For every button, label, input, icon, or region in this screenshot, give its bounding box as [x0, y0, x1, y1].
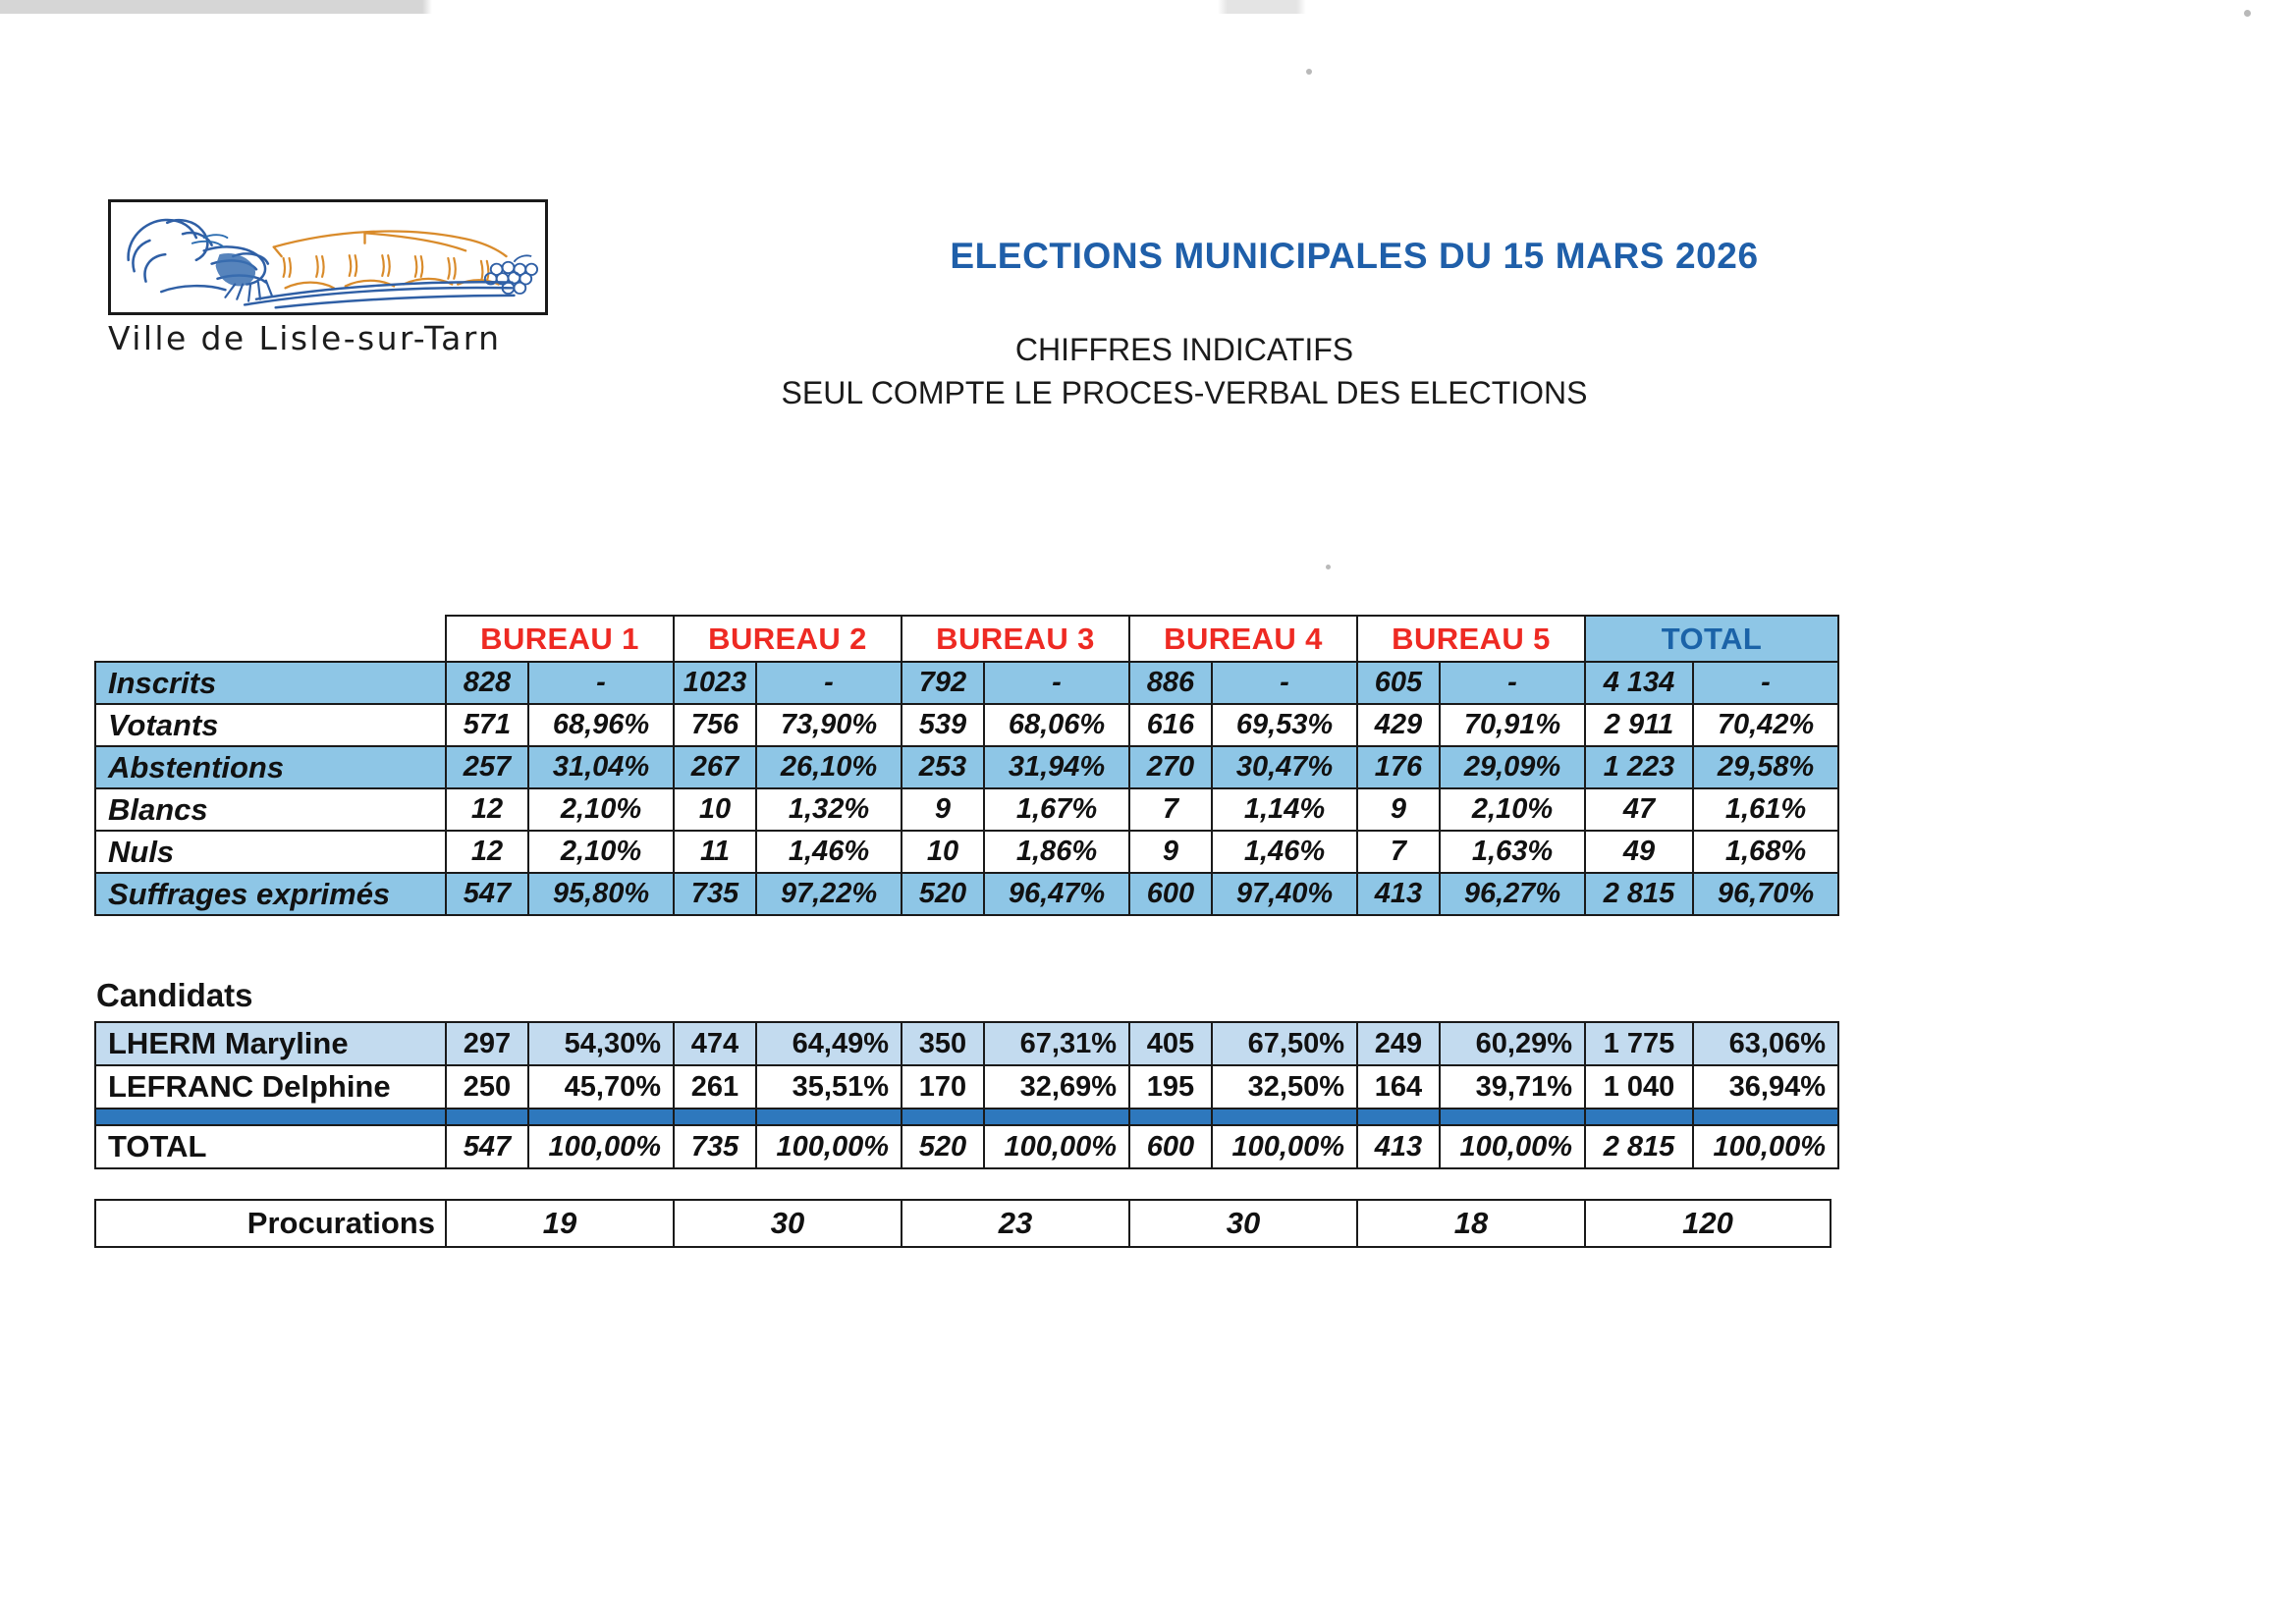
row-label-suffrages-exprimes: Suffrages exprimés	[95, 873, 446, 915]
cell-candtotal-total-pct: 100,00%	[1693, 1125, 1838, 1168]
cell-votants-b5-pct: 70,91%	[1440, 704, 1585, 746]
cell-lefranc-total-count: 1 040	[1585, 1065, 1693, 1109]
cell-lherm-b1-count: 297	[446, 1022, 528, 1065]
cell-suffrages-total-count: 2 815	[1585, 873, 1693, 915]
cell-votants-b2-pct: 73,90%	[756, 704, 902, 746]
cell-candtotal-b5-pct: 100,00%	[1440, 1125, 1585, 1168]
cell-blancs-total-count: 47	[1585, 788, 1693, 831]
header-spacer	[95, 616, 446, 662]
cell-abstentions-b3-pct: 31,94%	[984, 746, 1129, 788]
cell-lefranc-b4-count: 195	[1129, 1065, 1212, 1109]
cell-lefranc-b2-count: 261	[674, 1065, 756, 1109]
column-header-bureau-4: BUREAU 4	[1129, 616, 1357, 662]
cell-abstentions-total-count: 1 223	[1585, 746, 1693, 788]
row-label-candidate-lefranc: LEFRANC Delphine	[95, 1065, 446, 1109]
cell-inscrits-b2-count: 1023	[674, 662, 756, 704]
cell-votants-b2-count: 756	[674, 704, 756, 746]
table-row	[95, 1200, 1831, 1247]
row-label-inscrits: Inscrits	[95, 662, 446, 704]
separator-cell	[95, 1109, 446, 1125]
cell-nuls-total-count: 49	[1585, 831, 1693, 873]
cell-inscrits-b5-count: 605	[1357, 662, 1440, 704]
participation-table	[94, 615, 1839, 916]
candidates-table	[94, 1021, 1839, 1169]
cell-blancs-total-pct: 1,61%	[1693, 788, 1838, 831]
table-row	[95, 873, 1838, 915]
row-label-candidates-total: TOTAL	[95, 1125, 446, 1168]
section-label-candidats: Candidats	[96, 977, 253, 1013]
cell-nuls-b4-pct: 1,46%	[1212, 831, 1357, 873]
scan-speck	[1306, 69, 1312, 75]
cell-candtotal-b3-pct: 100,00%	[984, 1125, 1129, 1168]
cell-candtotal-b3-count: 520	[902, 1125, 984, 1168]
cell-lherm-b4-pct: 67,50%	[1212, 1022, 1357, 1065]
cell-suffrages-total-pct: 96,70%	[1693, 873, 1838, 915]
cell-lefranc-b1-count: 250	[446, 1065, 528, 1109]
cell-lefranc-b5-count: 164	[1357, 1065, 1440, 1109]
cell-candtotal-total-count: 2 815	[1585, 1125, 1693, 1168]
cell-procurations-b3: 23	[902, 1200, 1129, 1247]
separator-cell	[902, 1109, 984, 1125]
cell-lefranc-b3-pct: 32,69%	[984, 1065, 1129, 1109]
separator-cell	[756, 1109, 902, 1125]
cell-nuls-b5-pct: 1,63%	[1440, 831, 1585, 873]
cell-nuls-b5-count: 7	[1357, 831, 1440, 873]
cell-blancs-b2-count: 10	[674, 788, 756, 831]
cell-inscrits-b2-pct: -	[756, 662, 902, 704]
cell-lefranc-b3-count: 170	[902, 1065, 984, 1109]
cell-blancs-b5-pct: 2,10%	[1440, 788, 1585, 831]
cell-lherm-b2-pct: 64,49%	[756, 1022, 902, 1065]
cell-blancs-b3-pct: 1,67%	[984, 788, 1129, 831]
separator-cell	[674, 1109, 756, 1125]
cell-votants-total-count: 2 911	[1585, 704, 1693, 746]
cell-abstentions-b4-count: 270	[1129, 746, 1212, 788]
table-header-row	[95, 616, 1838, 662]
cell-blancs-b1-count: 12	[446, 788, 528, 831]
separator-cell	[1129, 1109, 1212, 1125]
cell-suffrages-b5-count: 413	[1357, 873, 1440, 915]
cell-blancs-b4-count: 7	[1129, 788, 1212, 831]
cell-lefranc-total-pct: 36,94%	[1693, 1065, 1838, 1109]
cell-blancs-b1-pct: 2,10%	[528, 788, 674, 831]
cell-suffrages-b3-count: 520	[902, 873, 984, 915]
row-label-votants: Votants	[95, 704, 446, 746]
cell-procurations-b1: 19	[446, 1200, 674, 1247]
separator-cell	[984, 1109, 1129, 1125]
column-header-bureau-3: BUREAU 3	[902, 616, 1129, 662]
cell-inscrits-b5-pct: -	[1440, 662, 1585, 704]
subtitle-official-record: SEUL COMPTE LE PROCES-VERBAL DES ELECTIONS	[781, 375, 1588, 410]
cell-lherm-b3-pct: 67,31%	[984, 1022, 1129, 1065]
cell-suffrages-b5-pct: 96,27%	[1440, 873, 1585, 915]
cell-lefranc-b5-pct: 39,71%	[1440, 1065, 1585, 1109]
table-separator-row	[95, 1109, 1838, 1125]
cell-procurations-b2: 30	[674, 1200, 902, 1247]
cell-lefranc-b2-pct: 35,51%	[756, 1065, 902, 1109]
cell-inscrits-b1-pct: -	[528, 662, 674, 704]
cell-lherm-b5-pct: 60,29%	[1440, 1022, 1585, 1065]
cell-suffrages-b3-pct: 96,47%	[984, 873, 1129, 915]
table-row	[95, 746, 1838, 788]
cell-lherm-b3-count: 350	[902, 1022, 984, 1065]
cell-votants-b1-pct: 68,96%	[528, 704, 674, 746]
separator-cell	[1693, 1109, 1838, 1125]
separator-cell	[528, 1109, 674, 1125]
cell-votants-total-pct: 70,42%	[1693, 704, 1838, 746]
cell-abstentions-b1-count: 257	[446, 746, 528, 788]
table-row	[95, 1022, 1838, 1065]
column-header-bureau-1: BUREAU 1	[446, 616, 674, 662]
cell-votants-b4-count: 616	[1129, 704, 1212, 746]
row-label-blancs: Blancs	[95, 788, 446, 831]
cell-inscrits-b3-pct: -	[984, 662, 1129, 704]
row-label-procurations: Procurations	[95, 1200, 446, 1247]
scan-speck	[2244, 10, 2251, 17]
cell-nuls-b1-count: 12	[446, 831, 528, 873]
cell-nuls-b4-count: 9	[1129, 831, 1212, 873]
cell-abstentions-b1-pct: 31,04%	[528, 746, 674, 788]
cell-lherm-b2-count: 474	[674, 1022, 756, 1065]
cell-suffrages-b4-count: 600	[1129, 873, 1212, 915]
cell-votants-b4-pct: 69,53%	[1212, 704, 1357, 746]
subtitle-indicative: CHIFFRES INDICATIFS	[1014, 332, 1354, 367]
page-title: ELECTIONS MUNICIPALES DU 15 MARS 2026	[950, 236, 1759, 276]
cell-lherm-total-count: 1 775	[1585, 1022, 1693, 1065]
cell-votants-b5-count: 429	[1357, 704, 1440, 746]
separator-cell	[446, 1109, 528, 1125]
cell-suffrages-b1-pct: 95,80%	[528, 873, 674, 915]
cell-suffrages-b4-pct: 97,40%	[1212, 873, 1357, 915]
column-header-bureau-2: BUREAU 2	[674, 616, 902, 662]
cell-candtotal-b4-count: 600	[1129, 1125, 1212, 1168]
cell-inscrits-total-count: 4 134	[1585, 662, 1693, 704]
cell-candtotal-b2-count: 735	[674, 1125, 756, 1168]
cell-abstentions-total-pct: 29,58%	[1693, 746, 1838, 788]
cell-abstentions-b2-count: 267	[674, 746, 756, 788]
table-row	[95, 788, 1838, 831]
cell-lherm-total-pct: 63,06%	[1693, 1022, 1838, 1065]
cell-suffrages-b2-count: 735	[674, 873, 756, 915]
cell-inscrits-b3-count: 792	[902, 662, 984, 704]
cell-blancs-b4-pct: 1,14%	[1212, 788, 1357, 831]
row-label-candidate-lherm: LHERM Maryline	[95, 1022, 446, 1065]
cell-lherm-b1-pct: 54,30%	[528, 1022, 674, 1065]
cell-procurations-b5: 18	[1357, 1200, 1585, 1247]
cell-nuls-b1-pct: 2,10%	[528, 831, 674, 873]
cell-votants-b3-count: 539	[902, 704, 984, 746]
row-label-abstentions: Abstentions	[95, 746, 446, 788]
cell-blancs-b3-count: 9	[902, 788, 984, 831]
cell-inscrits-b4-count: 886	[1129, 662, 1212, 704]
cell-votants-b1-count: 571	[446, 704, 528, 746]
cell-candtotal-b5-count: 413	[1357, 1125, 1440, 1168]
separator-cell	[1212, 1109, 1357, 1125]
scan-speck	[1326, 565, 1331, 569]
cell-nuls-b2-count: 11	[674, 831, 756, 873]
cell-candtotal-b2-pct: 100,00%	[756, 1125, 902, 1168]
separator-cell	[1440, 1109, 1585, 1125]
table-row	[95, 1125, 1838, 1168]
cell-procurations-total: 120	[1585, 1200, 1831, 1247]
scan-edge-artifact	[0, 0, 2296, 14]
cell-nuls-b2-pct: 1,46%	[756, 831, 902, 873]
cell-suffrages-b1-count: 547	[446, 873, 528, 915]
cell-lefranc-b4-pct: 32,50%	[1212, 1065, 1357, 1109]
cell-blancs-b2-pct: 1,32%	[756, 788, 902, 831]
procurations-table	[94, 1199, 1831, 1248]
cell-abstentions-b5-count: 176	[1357, 746, 1440, 788]
table-row	[95, 1065, 1838, 1109]
row-label-nuls: Nuls	[95, 831, 446, 873]
cell-abstentions-b3-count: 253	[902, 746, 984, 788]
table-row	[95, 662, 1838, 704]
cell-nuls-b3-count: 10	[902, 831, 984, 873]
cell-nuls-b3-pct: 1,86%	[984, 831, 1129, 873]
separator-cell	[1357, 1109, 1440, 1125]
column-header-bureau-5: BUREAU 5	[1357, 616, 1585, 662]
cell-abstentions-b5-pct: 29,09%	[1440, 746, 1585, 788]
cell-abstentions-b2-pct: 26,10%	[756, 746, 902, 788]
cell-inscrits-total-pct: -	[1693, 662, 1838, 704]
cell-inscrits-b1-count: 828	[446, 662, 528, 704]
cell-procurations-b4: 30	[1129, 1200, 1357, 1247]
cell-suffrages-b2-pct: 97,22%	[756, 873, 902, 915]
separator-cell	[1585, 1109, 1693, 1125]
cell-candtotal-b4-pct: 100,00%	[1212, 1125, 1357, 1168]
cell-inscrits-b4-pct: -	[1212, 662, 1357, 704]
cell-nuls-total-pct: 1,68%	[1693, 831, 1838, 873]
cell-blancs-b5-count: 9	[1357, 788, 1440, 831]
cell-lherm-b4-count: 405	[1129, 1022, 1212, 1065]
cell-candtotal-b1-count: 547	[446, 1125, 528, 1168]
cell-candtotal-b1-pct: 100,00%	[528, 1125, 674, 1168]
cell-lefranc-b1-pct: 45,70%	[528, 1065, 674, 1109]
table-row	[95, 831, 1838, 873]
cell-abstentions-b4-pct: 30,47%	[1212, 746, 1357, 788]
cell-lherm-b5-count: 249	[1357, 1022, 1440, 1065]
logo-caption: Ville de Lisle-sur-Tarn	[108, 319, 502, 357]
column-header-total: TOTAL	[1585, 616, 1838, 662]
table-row	[95, 704, 1838, 746]
cell-votants-b3-pct: 68,06%	[984, 704, 1129, 746]
